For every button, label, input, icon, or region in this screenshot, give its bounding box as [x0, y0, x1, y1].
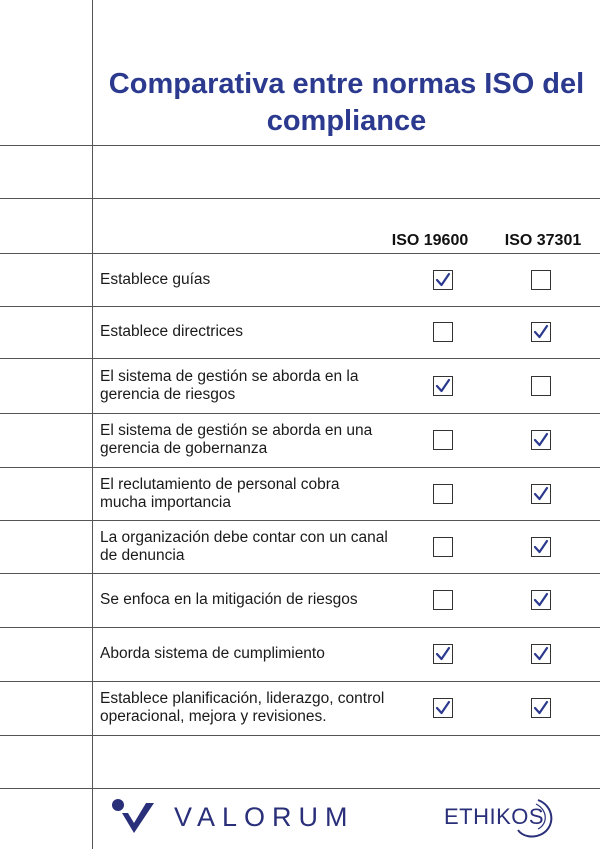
- checkbox-iso37301[interactable]: [531, 430, 551, 450]
- checkbox-iso19600[interactable]: [433, 537, 453, 557]
- table-divider: [0, 145, 600, 146]
- table-divider: [0, 573, 600, 574]
- check-icon: [533, 592, 549, 608]
- valorum-mark-icon: [110, 797, 158, 837]
- table-divider: [0, 788, 600, 789]
- check-icon: [533, 432, 549, 448]
- checkbox-iso19600[interactable]: [433, 430, 453, 450]
- check-icon: [435, 272, 451, 288]
- table-divider: [0, 413, 600, 414]
- row-label: La organización debe contar con un canal de denuncia: [100, 528, 388, 564]
- check-icon: [435, 378, 451, 394]
- checkbox-iso19600[interactable]: [433, 376, 453, 396]
- row-label: Establece planificación, liderazgo, control operacional, mejora y revisiones.: [100, 690, 385, 725]
- table-divider: [0, 627, 600, 628]
- page-title: Comparativa entre normas ISO del compliance: [108, 68, 585, 137]
- table-divider: [0, 520, 600, 521]
- table-divider: [0, 253, 600, 254]
- checkbox-iso37301[interactable]: [531, 376, 551, 396]
- checkbox-iso19600[interactable]: [433, 322, 453, 342]
- row-label: El reclutamiento de personal cobra mucha importancia: [100, 475, 340, 511]
- checkbox-iso37301[interactable]: [531, 698, 551, 718]
- check-icon: [533, 486, 549, 502]
- checkbox-iso37301[interactable]: [531, 322, 551, 342]
- row-label: El sistema de gestión se aborda en la gerencia de riesgos: [100, 367, 359, 403]
- table-divider: [0, 198, 600, 199]
- row-label: Se enfoca en la mitigación de riesgos: [100, 591, 358, 608]
- column-header-iso19600: ISO 19600: [391, 232, 469, 249]
- ethikos-wordmark: ETHIKOS: [444, 804, 545, 829]
- table-divider: [0, 467, 600, 468]
- table-divider: [0, 358, 600, 359]
- checkbox-iso19600[interactable]: [433, 590, 453, 610]
- table-divider: [0, 306, 600, 307]
- check-icon: [533, 700, 549, 716]
- table-divider: [0, 681, 600, 682]
- checkbox-iso19600[interactable]: [433, 484, 453, 504]
- checkbox-iso37301[interactable]: [531, 484, 551, 504]
- checkbox-iso19600[interactable]: [433, 644, 453, 664]
- row-label: El sistema de gestión se aborda en una gerencia de gobernanza: [100, 422, 373, 457]
- check-icon: [435, 646, 451, 662]
- checkbox-iso19600[interactable]: [433, 270, 453, 290]
- column-header-iso37301: ISO 37301: [504, 232, 582, 249]
- checkbox-iso19600[interactable]: [433, 698, 453, 718]
- checkbox-iso37301[interactable]: [531, 590, 551, 610]
- check-icon: [435, 700, 451, 716]
- row-label: Establece guías: [100, 270, 211, 288]
- row-label: Establece directrices: [100, 323, 244, 340]
- check-icon: [533, 324, 549, 340]
- valorum-wordmark: VALORUM: [174, 801, 355, 832]
- check-icon: [533, 646, 549, 662]
- checkbox-iso37301[interactable]: [531, 537, 551, 557]
- checkbox-iso37301[interactable]: [531, 644, 551, 664]
- row-label: Aborda sistema de cumplimiento: [100, 645, 325, 662]
- checkbox-iso37301[interactable]: [531, 270, 551, 290]
- check-icon: [533, 539, 549, 555]
- table-divider: [0, 735, 600, 736]
- valorum-logo: [110, 793, 355, 841]
